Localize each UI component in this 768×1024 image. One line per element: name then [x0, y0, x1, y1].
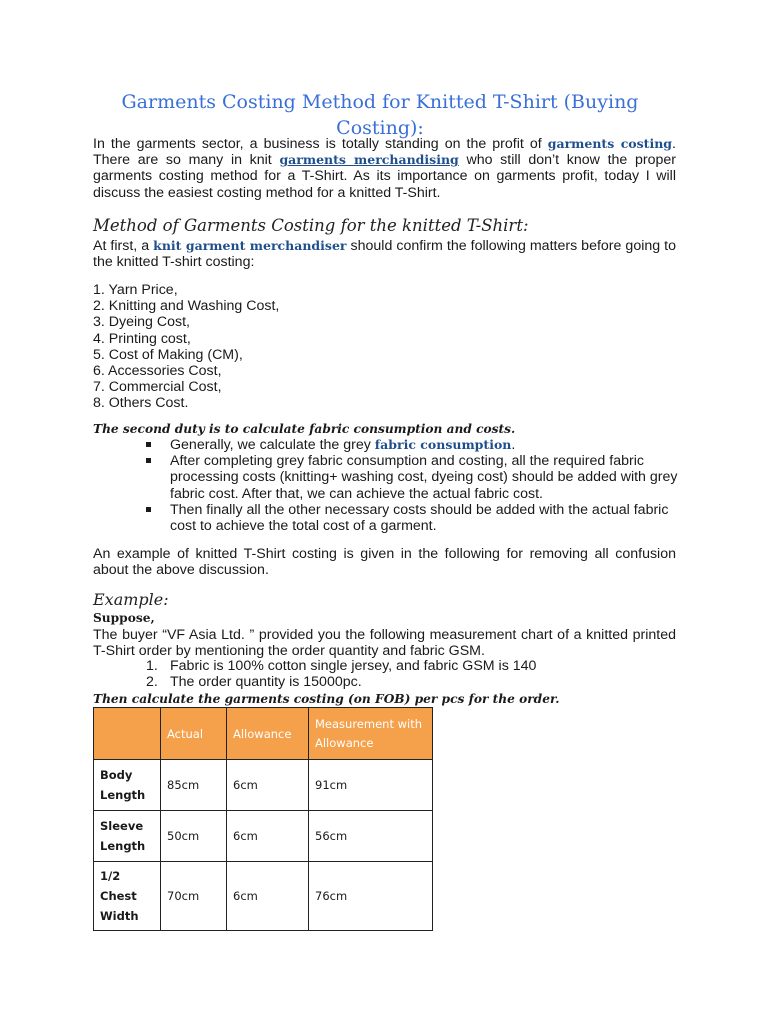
table-header-cell: Actual [161, 708, 227, 760]
list-item: 4. Printing cost, [93, 330, 191, 347]
intro-paragraph [93, 136, 676, 201]
table-row-label: 1/2 Chest Width [94, 862, 161, 931]
bullet-text: Generally, we calculate the grey [170, 437, 375, 453]
measurement-table [93, 707, 433, 931]
list-text: Fabric is 100% cotton single jersey, and fabric GSM is 140 [170, 658, 537, 674]
second-duty-heading: The second duty is to calculate fabric consumption and costs. [93, 422, 516, 436]
bullet-text-end: . [511, 437, 516, 453]
garments-costing-link[interactable]: garments costing [547, 136, 673, 151]
table-cell: 50cm [161, 811, 227, 862]
list-number: 1. [146, 658, 158, 674]
list-number: 2. [146, 674, 158, 691]
list-item [146, 502, 686, 534]
table-cell: 85cm [161, 760, 227, 811]
table-header-cell: Measurement with Allowance [309, 708, 433, 760]
table-header-row [94, 708, 433, 760]
table-header-cell: Allowance [227, 708, 309, 760]
method-paragraph [93, 238, 676, 270]
list-item: 7. Commercial Cost, [93, 379, 222, 396]
table-header-cell [94, 708, 161, 760]
table-row-label: Body Length [94, 760, 161, 811]
list-item: 2. Knitting and Washing Cost, [93, 298, 280, 315]
method-heading: Method of Garments Costing for the knitted T-Shirt: [93, 216, 529, 235]
table-cell: 6cm [227, 811, 309, 862]
example-intro-paragraph: An example of knitted T-Shirt costing is given in the following for removing all confusion about the above discussion. [93, 546, 676, 579]
list-item: 8. Others Cost. [93, 395, 189, 412]
fabric-bullets-list [146, 437, 686, 534]
list-item: 1. Yarn Price, [93, 282, 178, 298]
table-cell: 6cm [227, 760, 309, 811]
bullet-icon [146, 507, 151, 512]
intro-text-3: who still don’t know the proper garments costing method for a T-Shirt. As its importance on garments profit, today I will discuss the easiest costing method for a knitted T-Shirt. [93, 152, 676, 201]
table-row [94, 760, 433, 811]
bullet-text: After completing grey fabric consumption and costing, all the required fabric processing costs (knitting+ washing cost, dyeing cost) should be added with grey fabric cost. After that, we can achieve the actual fabric cost. [170, 453, 678, 502]
calc-instruction: Then calculate the garments costing (on FOB) per pcs for the order. [93, 692, 560, 706]
document-title: Garments Costing Method for Knitted T-Shirt (Buying Costing): [121, 91, 639, 139]
list-item: 6. Accessories Cost, [93, 363, 222, 380]
list-item [146, 453, 686, 502]
bullet-text: Then finally all the other necessary costs should be added with the actual fabric cost to achieve the total cost of a garment. [170, 501, 669, 535]
table-row [94, 862, 433, 931]
table-row [94, 811, 433, 862]
buyer-paragraph: The buyer “VF Asia Ltd. ” provided you the following measurement chart of a knitted printed T-Shirt order by mentioning the order quantity and fabric GSM. [93, 627, 676, 660]
list-text: The order quantity is 15000pc. [170, 674, 362, 691]
cost-matters-list [93, 282, 279, 412]
bullet-icon [146, 458, 151, 463]
method-text-1: At first, a [93, 238, 154, 254]
list-item: 5. Cost of Making (CM), [93, 346, 243, 363]
table-cell: 6cm [227, 862, 309, 931]
table-cell: 70cm [161, 862, 227, 931]
list-item [146, 658, 536, 674]
list-item [146, 437, 686, 453]
list-item [146, 674, 536, 690]
garments-merchandising-link[interactable]: garments merchandising [279, 152, 459, 168]
table-cell: 91cm [309, 760, 433, 811]
intro-text-2: . There are so many in knit [93, 136, 676, 169]
example-heading: Example: [93, 590, 169, 609]
list-item: 3. Dyeing Cost, [93, 314, 190, 331]
table-cell: 76cm [309, 862, 433, 931]
conditions-list [146, 658, 536, 690]
knit-merchandiser-link[interactable]: knit garment merchandiser [153, 238, 347, 253]
bullet-icon [146, 442, 151, 447]
intro-text-1: In the garments sector, a business is totally standing on the profit of [93, 136, 548, 152]
table-cell: 56cm [309, 811, 433, 862]
method-text-2: should confirm the following matters before going to the knitted T-shirt costing: [93, 238, 676, 271]
suppose-label: Suppose, [93, 611, 155, 625]
table-row-label: Sleeve Length [94, 811, 161, 862]
fabric-consumption-link[interactable]: fabric consumption [374, 437, 512, 452]
